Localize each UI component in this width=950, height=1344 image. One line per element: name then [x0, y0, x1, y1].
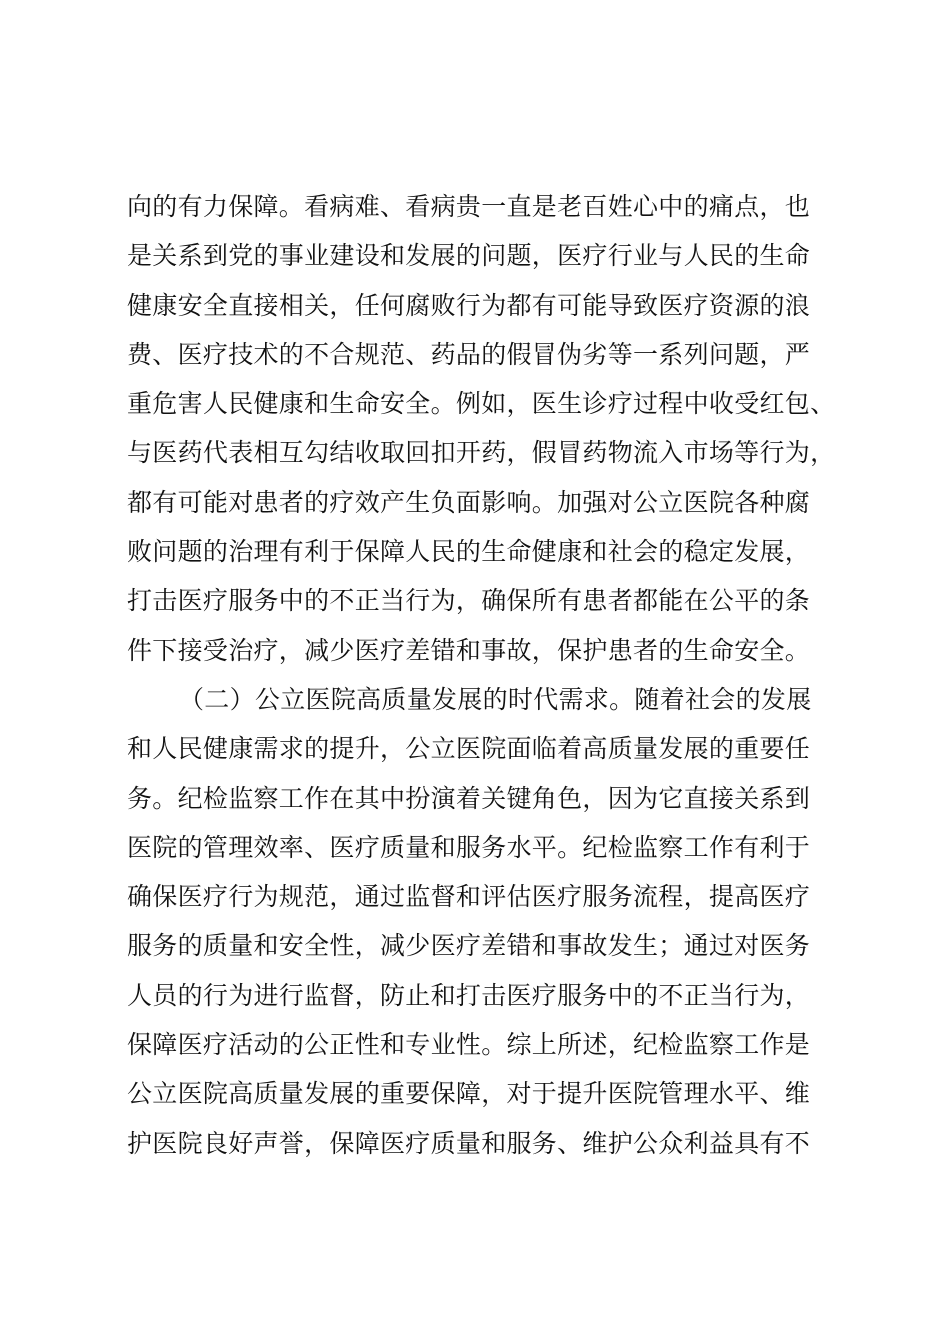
- text-line: 向的有力保障。看病难、看病贵一直是老百姓心中的痛点，也: [127, 192, 811, 221]
- text-line: 确保医疗行为规范，通过监督和评估医疗服务流程，提高医疗: [127, 882, 811, 912]
- text-line: 人员的行为进行监督，防止和打击医疗服务中的不正当行为，: [127, 980, 811, 1010]
- text-line: 重危害人民健康和生命安全。例如，医生诊疗过程中收受红包、: [127, 389, 836, 419]
- text-line: 打击医疗服务中的不正当行为，确保所有患者都能在公平的条: [127, 586, 811, 616]
- body-text: [127, 182, 857, 1168]
- text-line: 是关系到党的事业建设和发展的问题，医疗行业与人民的生命: [127, 241, 811, 271]
- text-line: 和人民健康需求的提升，公立医院面临着高质量发展的重要任: [127, 734, 811, 764]
- text-line: 败问题的治理有利于保障人民的生命健康和社会的稳定发展，: [127, 537, 811, 567]
- text-line: 务。纪检监察工作在其中扮演着关键角色，因为它直接关系到: [127, 783, 811, 813]
- text-line: 护医院良好声誉，保障医疗质量和服务、维护公众利益具有不: [127, 1128, 811, 1158]
- text-line: 服务的质量和安全性，减少医疗差错和事故发生；通过对医务: [127, 931, 811, 961]
- text-line: 医院的管理效率、医疗质量和服务水平。纪检监察工作有利于: [127, 832, 811, 862]
- text-line: 费、医疗技术的不合规范、药品的假冒伪劣等一系列问题，严: [127, 339, 811, 369]
- text-line: 保障医疗活动的公正性和专业性。综上所述，纪检监察工作是: [127, 1030, 811, 1060]
- text-line: 公立医院高质量发展的重要保障，对于提升医院管理水平、维: [127, 1079, 811, 1109]
- section-heading-line: （二）公立医院高质量发展的时代需求。随着社会的发展: [179, 684, 812, 714]
- text-line: 健康安全直接相关，任何腐败行为都有可能导致医疗资源的浪: [127, 290, 811, 320]
- text-line: 件下接受治疗，减少医疗差错和事故，保护患者的生命安全。: [127, 635, 811, 665]
- text-line: 与医药代表相互勾结收取回扣开药，假冒药物流入市场等行为，: [127, 438, 836, 468]
- text-line: 都有可能对患者的疗效产生负面影响。加强对公立医院各种腐: [127, 487, 811, 517]
